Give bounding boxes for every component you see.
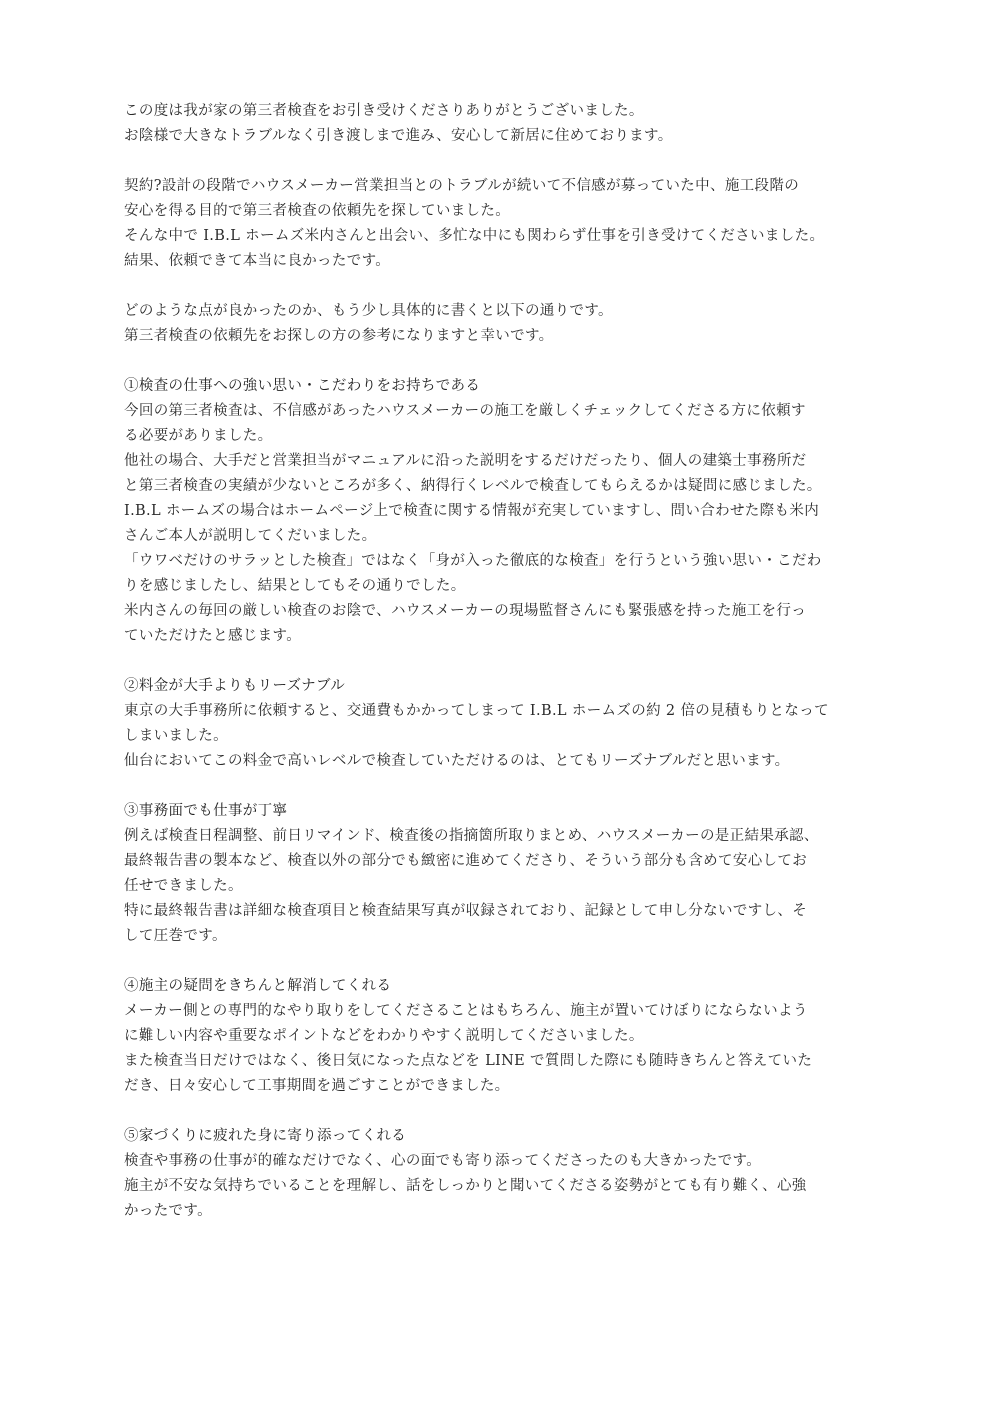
text-line: だき、日々安心して工事期間を過ごすことができました。 bbox=[124, 1078, 510, 1094]
text-line: 最終報告書の製本など、検査以外の部分でも緻密に進めてくださり、そういう部分も含めて安心してお bbox=[124, 853, 808, 869]
text-line: そんな中で I.B.L ホームズ米内さんと出会い、多忙な中にも関わらず仕事を引き受けてくださいました。 bbox=[124, 228, 825, 244]
text-line: 今回の第三者検査は、不信感があったハウスメーカーの施工を厳しくチェックしてくださる方に依頼す bbox=[124, 403, 806, 419]
text-line: 「ウワベだけのサラッとした検査」ではなく「身が入った徹底的な検査」を行うという強い思い・こだわ bbox=[124, 553, 822, 569]
text-line: 任せできました。 bbox=[124, 878, 243, 894]
point-section-3 bbox=[124, 799, 844, 949]
text-line: と第三者検査の実績が少ないところが多く、納得行くレベルで検査してもらえるかは疑問に感じました。 bbox=[124, 478, 822, 494]
text-line: 施主が不安な気持ちでいることを理解し、話をしっかりと聞いてくださる姿勢がとても有り難く、心強 bbox=[124, 1178, 807, 1194]
letter-body bbox=[124, 99, 844, 1224]
background-paragraph bbox=[124, 174, 844, 274]
point-section-4 bbox=[124, 974, 844, 1099]
text-line: 結果、依頼できて本当に良かったです。 bbox=[124, 253, 391, 269]
point-section-2 bbox=[124, 674, 844, 774]
text-line: る必要がありました。 bbox=[124, 428, 273, 444]
text-line: この度は我が家の第三者検査をお引き受けくださりありがとうございました。 bbox=[124, 103, 644, 119]
text-line: 安心を得る目的で第三者検査の依頼先を探していました。 bbox=[124, 203, 511, 219]
text-line: また検査当日だけではなく、後日気になった点などを LINE で質問した際にも随時きちんと答えていた bbox=[124, 1053, 813, 1069]
text-line: 米内さんの毎回の厳しい検査のお陰で、ハウスメーカーの現場監督さんにも緊張感を持った施工を行っ bbox=[124, 603, 807, 619]
text-line: しまいました。 bbox=[124, 728, 228, 744]
paragraph-gap bbox=[124, 949, 844, 974]
section-heading: ②料金が大手よりもリーズナブル bbox=[124, 678, 346, 694]
paragraph-gap bbox=[124, 149, 844, 174]
paragraph-gap bbox=[124, 649, 844, 674]
point-section-5 bbox=[124, 1124, 844, 1224]
text-line: して圧巻です。 bbox=[124, 928, 227, 944]
point-section-1 bbox=[124, 374, 844, 649]
section-heading: ③事務面でも仕事が丁寧 bbox=[124, 803, 288, 819]
text-line: 他社の場合、大手だと営業担当がマニュアルに沿った説明をするだけだったり、個人の建築士事務所だ bbox=[124, 453, 807, 469]
paragraph-gap bbox=[124, 774, 844, 799]
text-line: 契約?設計の段階でハウスメーカー営業担当とのトラブルが続いて不信感が募っていた中、施工段階の bbox=[124, 178, 800, 194]
summary-paragraph bbox=[124, 299, 844, 349]
text-line: 特に最終報告書は詳細な検査項目と検査結果写真が収録されており、記録として申し分ないですし、そ bbox=[124, 903, 808, 919]
text-line: に難しい内容や重要なポイントなどをわかりやすく説明してくださいました。 bbox=[124, 1028, 644, 1044]
paragraph-gap bbox=[124, 349, 844, 374]
text-line: どのような点が良かったのか、もう少し具体的に書くと以下の通りです。 bbox=[124, 303, 613, 319]
text-line: 例えば検査日程調整、前日リマインド、検査後の指摘箇所取りまとめ、ハウスメーカーの是正結果承認、 bbox=[124, 828, 819, 844]
section-heading: ④施主の疑問をきちんと解消してくれる bbox=[124, 978, 392, 994]
text-line: さんご本人が説明してくだいました。 bbox=[124, 528, 377, 544]
text-line: 東京の大手事務所に依頼すると、交通費もかかってしまって I.B.L ホームズの約 2 倍の見積もりとなって bbox=[124, 703, 829, 719]
text-line: メーカー側との専門的なやり取りをしてくださることはもちろん、施主が置いてけぼりにならないよう bbox=[124, 1003, 808, 1019]
text-line: りを感じましたし、結果としてもその通りでした。 bbox=[124, 578, 466, 594]
paragraph-gap bbox=[124, 274, 844, 299]
paragraph-gap bbox=[124, 1099, 844, 1124]
text-line: ていただけたと感じます。 bbox=[124, 628, 302, 644]
text-line: お陰様で大きなトラブルなく引き渡しまで進み、安心して新居に住めております。 bbox=[124, 128, 673, 144]
section-heading: ①検査の仕事への強い思い・こだわりをお持ちである bbox=[124, 378, 481, 394]
intro-paragraph bbox=[124, 99, 844, 149]
text-line: かったです。 bbox=[124, 1203, 212, 1219]
text-line: 第三者検査の依頼先をお探しの方の参考になりますと幸いです。 bbox=[124, 328, 554, 344]
section-heading: ⑤家づくりに疲れた身に寄り添ってくれる bbox=[124, 1128, 407, 1144]
text-line: I.B.L ホームズの場合はホームページ上で検査に関する情報が充実していますし、問い合わせた際も米内 bbox=[124, 503, 820, 519]
text-line: 仙台においてこの料金で高いレベルで検査していただけるのは、とてもリーズナブルだと思います。 bbox=[124, 753, 790, 769]
text-line: 検査や事務の仕事が的確なだけでなく、心の面でも寄り添ってくださったのも大きかったです。 bbox=[124, 1153, 762, 1169]
